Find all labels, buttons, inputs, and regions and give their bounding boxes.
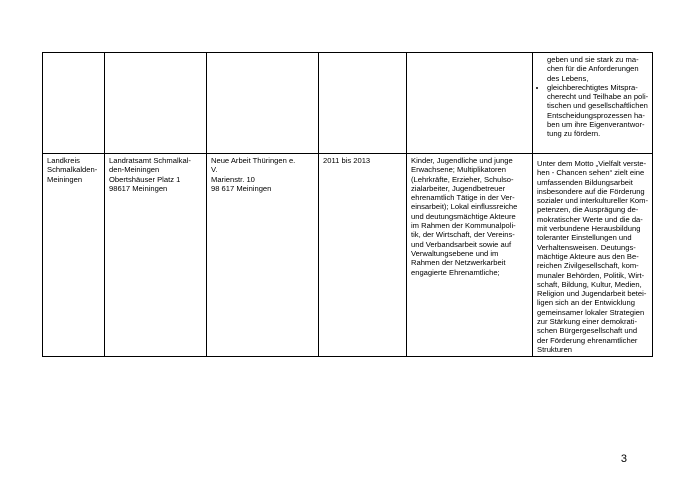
text-line: ben um ihre Eigenverantwor- [547,120,645,130]
text-line: (Lehrkräfte, Erzieher, Schulso- [411,174,514,184]
text-line: und deutungsmächtige Akteure [411,211,516,221]
table-cell-period [319,53,407,154]
text-line: cherecht und Teilhabe an poli- [547,92,649,102]
text-line: Landratsamt Schmalkal- [109,156,191,165]
text-line: mokratischer Werte und die da- [537,214,643,224]
text-line: umfassenden Bildungsarbeit [537,177,633,187]
text-line: Religion und Jugendarbeit betei- [537,289,647,299]
text-line: Landkreis [47,156,80,165]
text-line: ligen sich an der Entwicklung [537,298,635,308]
project-table [42,52,653,357]
table-cell-provider [207,53,319,154]
page-number: 3 [620,453,627,465]
text-line: munaler Behörden, Politik, Wirt- [537,270,645,280]
table-row [43,154,653,357]
text-line: der Förderung ehrenamtlicher [537,335,638,345]
text-line: 98 617 Meiningen [211,183,272,193]
text-line: Neue Arbeit Thüringen e. [211,156,296,165]
text-line: Meiningen [47,174,83,184]
text-line: zialarbeiter, Jugendbetreuer [411,183,506,193]
table-cell-target-group [407,154,533,357]
text-line: • gleichberechtigtes Mitspra- [547,82,638,92]
table-cell-target-group [407,53,533,154]
text-line: 2011 bis 2013 [323,156,371,165]
text-line: insbesondere auf die Förderung [537,186,645,196]
table-cell-region [43,53,105,154]
text-line: Strukturen [537,344,573,354]
text-line: schen Bürgergesellschaft und [537,326,638,336]
text-line: petenzen, die Ausprägung de- [537,205,639,215]
table-cell-authority [105,154,207,357]
list-item [547,83,649,139]
text-line: Marienstr. 10 [211,174,255,184]
text-line: tik, der Wirtschaft, der Vereins- [411,230,515,240]
text-line: sozialer und interkultureller Kom- [537,196,648,206]
text-line: chen für die Anforderungen [547,64,639,74]
text-line: mächtige Akteure aus den Be- [537,251,639,261]
text-line: V. [211,165,218,175]
table-cell-period [319,154,407,357]
text-line: gemeinsamer lokaler Strategien [537,307,645,317]
text-line: Unter dem Motto „Vielfalt verste- [537,159,647,168]
bullet-list [536,83,649,139]
text-line: Verhaltensweisen. Deutungs- [537,242,636,252]
text-line: Schmalkalden- [47,165,98,175]
table-cell-authority [105,53,207,154]
text-line: im Rahmen der Kommunalpoli- [411,221,516,231]
text-line: 98617 Meiningen [109,183,168,193]
table-cell-provider [207,154,319,357]
text-line: Rahmen der Netzwerkarbeit [411,258,506,268]
text-line: engagierte Ehrenamtliche; [411,267,500,277]
text-line: zur Stärkung einer demokrati- [537,317,638,327]
text-line: toleranter Einstellungen und [537,233,632,243]
text-line: Verwaltungsebene und im [411,248,499,258]
text-line: den-Meiningen [109,165,160,175]
text-line: ehrenamtlich Tätige in der Ver- [411,193,515,203]
text-line: und Verbandsarbeit sowie auf [411,239,512,249]
text-line: tung zu fördern. [547,129,601,139]
table-row [43,53,653,154]
text-line: Entscheidungsprozessen ha- [547,110,645,120]
text-line: einsarbeit); Lokal einflussreiche [411,202,518,212]
text-line: schaft, Bildung, Kultur, Medien, [537,279,642,289]
table-cell-description [533,154,653,357]
text-line: mit verbundene Herausbildung [537,224,641,234]
text-line: des Lebens, [547,73,589,83]
text-line: Obertshäuser Platz 1 [109,174,181,184]
table-cell-description [533,53,653,154]
text-line: Kinder, Jugendliche und junge [411,156,513,165]
text-line: geben und sie stark zu ma- [547,55,639,64]
text-line: reichen Zivilgesellschaft, kom- [537,261,639,271]
table-cell-region [43,154,105,357]
text-line: tischen und gesellschaftlichen [547,101,648,111]
text-line: hen - Chancen sehen“ zielt eine [537,168,645,178]
text-line: Erwachsene; Multiplikatoren [411,165,506,175]
